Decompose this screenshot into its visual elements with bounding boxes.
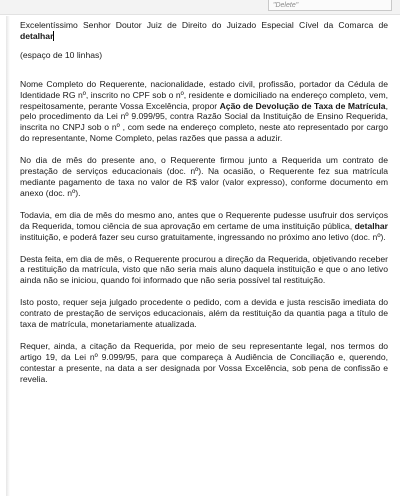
p1-text-a: Nome Completo do Requerente, nacionalidade, estado civil, profissão, portador da Cédula de Identidade RG nº, inscrito no CPF sob o nº, residente e domiciliado na endereço completo, vem, respeitosamente, perante Vossa Excelência, propor [20, 78, 388, 111]
spacer-note: (espaço de 10 linhas) [20, 49, 103, 60]
p3-text-a: Todavia, em dia de mês do mesmo ano, antes que o Requerente pudesse usufruir dos serviços da Requerida, tomou ciência de sua aprovação em certame de uma instituição pública, [20, 209, 388, 231]
p3-text-b: instituição, e poderá fazer seu curso gratuitamente, ingressando no próximo ano letivo (doc. nº). [20, 231, 386, 242]
paragraph-qualification [20, 79, 388, 144]
document-page [20, 20, 388, 496]
delete-field[interactable]: "Delete" [268, 0, 392, 11]
paragraph-approval [20, 210, 388, 243]
comarca-placeholder[interactable]: detalhar [20, 30, 54, 41]
addressee-line [20, 20, 388, 42]
p3-detalhar: detalhar [354, 220, 388, 231]
paragraph-request: Isto posto, requer seja julgado procedente o pedido, com a devida e justa rescisão imediata do contrato de prestação de serviços educacionais, além da restituição da quantia paga a título de taxa de matrícula, monetariamente atualizada. [20, 297, 388, 330]
paragraph-contract: No dia de mês do presente ano, o Requerente firmou junto a Requerida um contrato de prestação de serviços educacionais (doc. nº). Na ocasião, o Requerente fez sua matrícula mediante pagamento de taxa no valor de R$ valor (valor expresso), conforme documento em anexo (doc. nº). [20, 155, 388, 198]
p1-action-title: Ação de Devolução de Taxa de Matrícula [219, 100, 386, 111]
paragraph-citation: Requer, ainda, a citação da Requerida, por meio de seu representante legal, nos termos do artigo 19, da Lei nº 9.099/95, para que compareça à Audiência de Conciliação e, querendo, contestar a presente, na data a ser designada por Vossa Excelência, sob pena de confissão e revelia. [20, 340, 388, 384]
page-margin-shadow [6, 16, 10, 496]
paragraph-refusal: Desta feita, em dia de mês, o Requerente procurou a direção da Requerida, objetivando receber a restituição da matrícula, visto que não seria mais aluno daquela instituição e que o ano letivo ainda não se iniciou, quando foi informado que não seria possível tal restituição. [20, 253, 388, 286]
p1-text-b: , pelo procedimento da Lei nº 9.099/95, contra Razão Social da Instituição de Ensino Requerida, inscrita no CNPJ sob o nº , com sede na endereço completo, neste ato representado por cargo do representante, Nome Completo, pelas razões que passa a aduzir. [20, 100, 388, 144]
addressee-text: Excelentíssimo Senhor Doutor Juiz de Direito do Juizado Especial Cível da Comarca de [20, 20, 388, 30]
